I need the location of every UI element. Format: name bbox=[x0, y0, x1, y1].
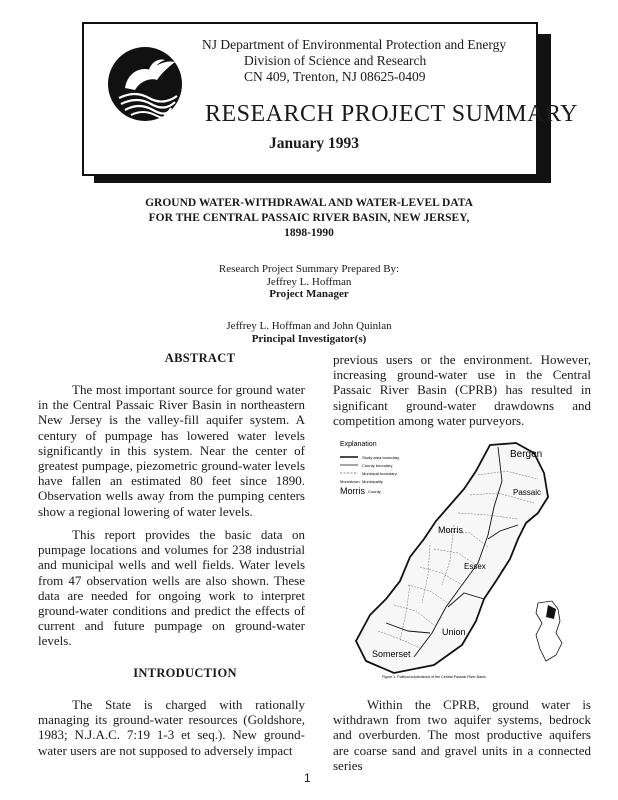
investigators-block bbox=[0, 320, 618, 345]
map-label-union: Union bbox=[442, 627, 466, 637]
map-caption: Figure 1. Political subdivisions of the Central Passaic River Basin. bbox=[382, 675, 487, 679]
report-title bbox=[0, 196, 618, 241]
department-name: NJ Department of Environmental Protection and Energy bbox=[202, 37, 507, 52]
right-column-paragraph-2 bbox=[333, 697, 591, 773]
prepared-by-label: Research Project Summary Prepared By: bbox=[218, 263, 400, 275]
map-label-somerset: Somerset bbox=[372, 649, 411, 659]
legend-municipality-example: Morristown bbox=[340, 479, 360, 484]
legend-item-study-area: Study area boundary bbox=[362, 455, 400, 460]
mailing-address: CN 409, Trenton, NJ 08625-0409 bbox=[244, 69, 426, 84]
project-manager-name: Jeffrey L. Hoffman bbox=[266, 275, 352, 288]
title-line-1: GROUND WATER-WITHDRAWAL AND WATER-LEVEL DATA bbox=[145, 197, 473, 209]
abstract-paragraph-1 bbox=[38, 382, 305, 519]
right-p2-text: Within the CPRB, ground water is withdrawn from two aquifer systems, bedrock and overburden. The most productive aquifers are coarse sand and gravel units in a connected series bbox=[333, 697, 591, 773]
document-type-heading: RESEARCH PROJECT SUMMARY bbox=[205, 101, 578, 127]
map-label-bergen: Bergen bbox=[510, 449, 543, 460]
legend-item-municipality: Municipality bbox=[362, 479, 383, 484]
map-label-essex: Essex bbox=[464, 562, 486, 571]
page-number: 1 bbox=[304, 771, 311, 785]
map-legend-title: Explanation bbox=[340, 441, 377, 448]
introduction-heading: INTRODUCTION bbox=[133, 666, 237, 680]
map-label-passaic: Passaic bbox=[513, 488, 542, 497]
map-label-morris: Morris bbox=[438, 525, 463, 535]
investigator-names: Jeffrey L. Hoffman and John Quinlan bbox=[226, 320, 392, 332]
legend-item-county-name: County bbox=[368, 489, 381, 494]
project-manager-role: Project Manager bbox=[269, 288, 349, 300]
nj-dep-logo-icon bbox=[105, 44, 185, 124]
abstract-p1-text: The most important source for ground water in the Central Passaic River Basin in northeastern New Jersey is the valley-fill aquifer system. A century of pumpage has lowered water levels significantly in this system. Near the center of greatest pumpage, piezometric ground-water levels have fallen an estimated 80 feet since 1890. Observation wells away from the pumping centers show a regional lowering of water levels. bbox=[38, 382, 305, 519]
publication-date: January 1993 bbox=[269, 135, 359, 152]
intro-p1-text: The State is charged with rationally managing its ground-water resources (Goldshore, 1983; N.J.A.C. 7:19 1-3 et seq.). New ground-water users are not supposed to adversely impact bbox=[38, 697, 305, 758]
legend-item-municipal: Municipal boundary bbox=[362, 471, 397, 476]
prepared-by-block bbox=[0, 263, 618, 301]
title-line-3: 1898-1990 bbox=[284, 227, 334, 239]
abstract-heading: ABSTRACT bbox=[164, 351, 236, 365]
introduction-paragraph-1 bbox=[38, 697, 305, 758]
division-name: Division of Science and Research bbox=[244, 53, 427, 68]
abstract-paragraph-2 bbox=[38, 527, 305, 649]
abstract-p2-text: This report provides the basic data on pumpage locations and volumes for 238 industrial and municipal wells and well fields. Water levels from 47 observation wells are also shown. These data are needed for ongoing work to interpret ground-water conditions and predict the effects of current and future pumpage on ground-water levels. bbox=[38, 527, 305, 649]
right-column-paragraph-1 bbox=[333, 352, 591, 428]
legend-county-example: Morris bbox=[340, 486, 365, 496]
right-p1-text: previous users or the environment. However, increasing ground-water use in the Central Passaic River Basin (CPRB) has resulted in significant ground-water drawdowns and competition among water purveyors. bbox=[333, 352, 591, 428]
legend-item-county: County boundary bbox=[362, 463, 393, 468]
basin-outline bbox=[356, 443, 548, 673]
investigator-role: Principal Investigator(s) bbox=[251, 332, 367, 345]
study-area-map bbox=[338, 435, 590, 680]
title-line-2: FOR THE CENTRAL PASSAIC RIVER BASIN, NEW JERSEY, bbox=[148, 212, 470, 224]
